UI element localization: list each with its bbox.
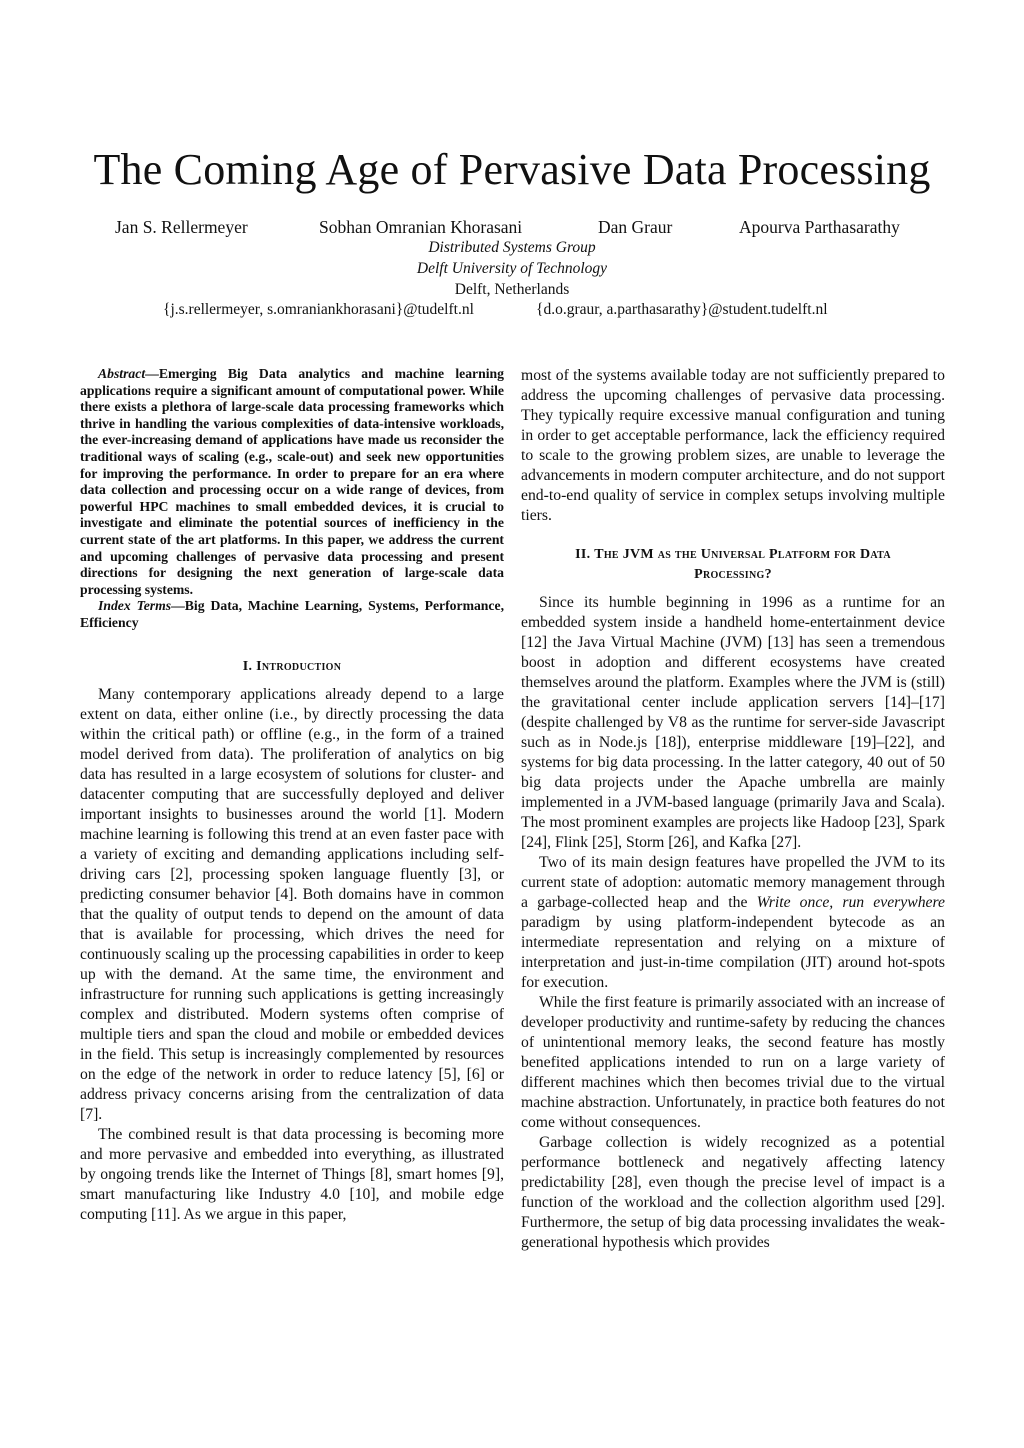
section-title-cont: Processing? (694, 567, 772, 582)
author-name: Dan Graur (598, 217, 673, 237)
author-name: Apourva Parthasarathy (739, 217, 900, 237)
author-name: Jan S. Rellermeyer (115, 217, 248, 237)
abstract-text: Emerging Big Data analytics and machine learning applications require a significant amount of computational power. While there exists a plethora of large-scale data processing frameworks which thrive in handling the various complexities of data-intensive workloads, the ever-increasing demand of applications have made us reconsider the traditional ways of scaling (e.g., scale-out) and seek new opportunities for improving the performance. In order to prepare for an era where data collection and processing occur on a wide range of devices, from powerful HPC machines to small embedded devices, it is crucial to investigate and eliminate the potential sources of inefficiency in the current state of the art platforms. In this paper, we address the current and upcoming challenges of pervasive data processing and present directions for designing the next generation of large-scale data processing systems. (80, 366, 504, 597)
body-paragraph: While the first feature is primarily associated with an increase of developer productivity and runtime-safety by reducing the chances of unintentional memory leaks, the second feature has mostly benefited applications intended to run on a large variety of different machines which then becomes trivial due to the virtual machine abstraction. Unfortunately, in practice both features do not come without consequences. (521, 994, 945, 1131)
abstract-dash: — (145, 366, 159, 381)
body-paragraph: Garbage collection is widely recognized as a potential performance bottleneck and negatively affecting latency predictability [28], even though the precise level of impact is a function of the workload and the collection algorithm used [29]. Furthermore, the setup of big data processing invalidates the weak-generational hypothesis which provides (521, 1134, 945, 1251)
emphasis-text: Write once, run everywhere (756, 894, 945, 911)
affiliation-university: Delft University of Technology (416, 260, 608, 277)
section-title: The JVM as the Universal Platform for Data (594, 547, 891, 562)
index-terms-dash: — (171, 598, 185, 614)
section-title: Introduction (256, 658, 342, 674)
right-column (521, 366, 945, 1253)
section-number: I. (242, 658, 257, 674)
author-email: {d.o.graur, a.parthasarathy}@student.tudelft.nl (536, 301, 828, 318)
left-column (80, 366, 504, 1225)
section-heading (80, 657, 504, 677)
section-number: II. (575, 547, 595, 562)
body-paragraph: Many contemporary applications already depend to a large extent on data, either online (i.e., by directly processing the data within the critical path) or offline (e.g., in the form of a trained model derived from data). The proliferation of analytics on big data has resulted in a large ecosystem of solutions for cluster- and datacenter computing that are successfully deployed and deliver important insights to businesses around the world [1]. Modern machine learning is following this trend at an even faster pace with a variety of exciting and demanding applications including self-driving cars [2], processing spoken language fluently [3], or predicting consumer behavior [4]. Both domains have in common that the quality of output tends to depend on the amount of data that is available for processing, which drives the need for continuously scaling up the processing capabilities in order to keep up with the demand. At the same time, the environment and infrastructure for running such applications is getting increasingly complex and distributed. Modern systems often comprise of multiple tiers and span the cloud and mobile or embedded devices in the field. This setup is increasingly complemented by resources on the edge of the network in order to reduce latency [5], [6] or address privacy concerns arising from the centralization of data [7]. (80, 685, 504, 1123)
abstract-label: Abstract (98, 366, 146, 381)
index-terms-label: Index Terms (98, 598, 172, 614)
body-paragraph: Since its humble beginning in 1996 as a runtime for an embedded system inside a handheld home-entertainment device [12] the Java Virtual Machine (JVM) [13] has seen a tremendous boost in adoption and different ecosystems have created themselves around the platform. Examples where the JVM is (still) the gravitational center include application servers [14]–[17] (despite challenged by V8 as the runtime for server-side Javascript such as in Node.js [18]), enterprise middleware [19]–[22], and systems for big data processing. In the latter category, 40 out of 50 big data projects under the Apache umbrella are mainly implemented in a JVM-based language (primarily Java and Scala). The most prominent examples are projects like Hadoop [23], Spark [24], Flink [25], Storm [26], and Kafka [27]. (521, 594, 945, 851)
affiliation-location: Delft, Netherlands (454, 281, 570, 298)
abstract (80, 366, 504, 598)
affiliation-group: Distributed Systems Group (428, 239, 596, 256)
paragraph-text: Two of its main design features have propelled the JVM to its current state of adoption: automatic memory management through a garbage-collected heap and the (521, 854, 945, 911)
body-paragraph: The combined result is that data processing is becoming more and more pervasive and embedded into everything, as illustrated by ongoing trends like the Internet of Things [8], smart homes [9], smart manufacturing like Industry 4.0 [10], and mobile edge computing [11]. As we argue in this paper, (80, 1125, 504, 1223)
paragraph-text: paradigm by using platform-independent bytecode as an intermediate representation and relying on a mixture of interpretation and just-in-time compilation (JIT) around hot-spots for execution. (521, 914, 945, 991)
body-paragraph: most of the systems available today are not sufficiently prepared to address the upcoming challenges of pervasive data processing. They typically require excessive manual configuration and tuning in order to get acceptable performance, lack the efficiency required to scale to the growing problem sizes, are unable to leverage the advancements in modern computer architecture, and do not support end-to-end quality of service in complex setups involving multiple tiers. (521, 367, 945, 524)
section-heading (521, 545, 945, 585)
paper-title: The Coming Age of Pervasive Data Processing (93, 145, 931, 194)
author-email: {j.s.rellermeyer, s.omraniankhorasani}@tudelft.nl (163, 301, 474, 318)
body-paragraph (521, 853, 945, 993)
index-terms (80, 598, 504, 631)
index-terms-text: Big Data, Machine Learning, Systems, Performance, Efficiency (80, 598, 504, 630)
author-name: Sobhan Omranian Khorasani (319, 217, 523, 237)
